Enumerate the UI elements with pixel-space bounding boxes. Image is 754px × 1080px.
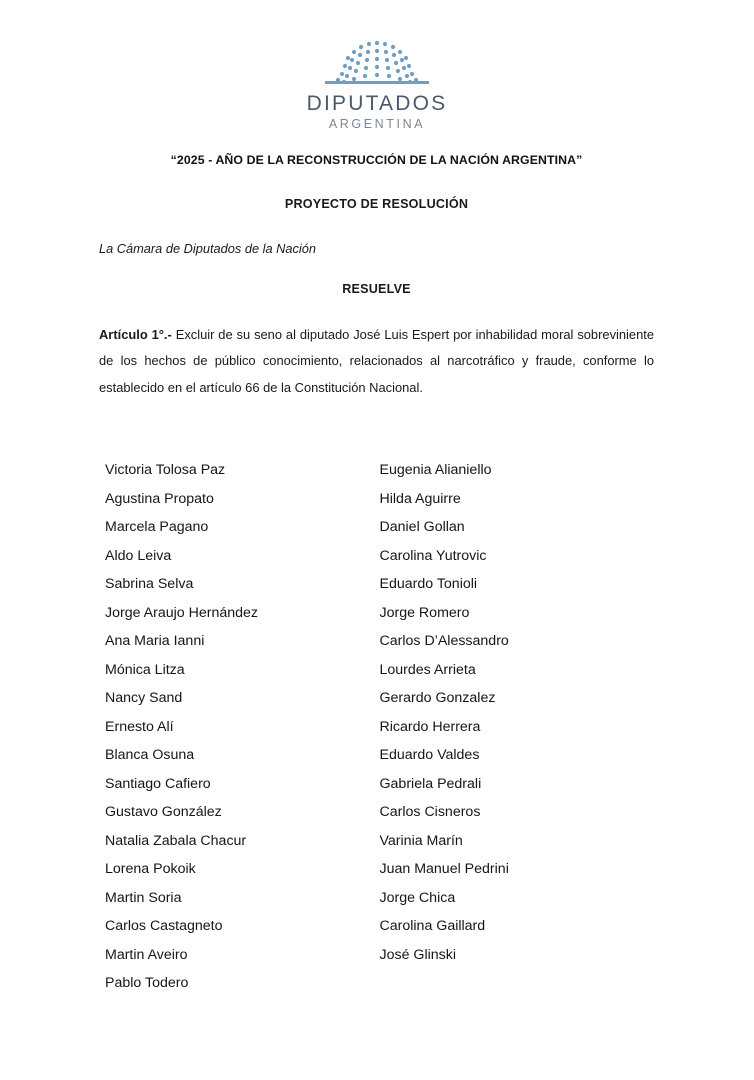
article-text: Excluir de su seno al diputado José Luis Espert por inhabilidad moral sobreviniente de los hechos de público conocimiento, relacionados al narcotráfico y fraude, conforme lo establecido en el artículo 66 de la Constitución Nacional. — [99, 327, 654, 395]
list-item: Aldo Leiva — [105, 547, 172, 564]
list-item: Natalia Zabala Chacur — [105, 832, 247, 849]
list-item: Marcela Pagano — [105, 519, 209, 536]
list-item: Carlos D’Alessandro — [379, 633, 509, 650]
list-item: Pablo Todero — [105, 975, 189, 992]
resolves-heading: RESUELVE — [342, 282, 411, 296]
list-item: Jorge Chica — [379, 889, 456, 906]
list-item: Eugenia Alianiello — [379, 462, 492, 479]
list-item: Carlos Castagneto — [105, 918, 223, 935]
list-item: Gustavo González — [105, 804, 222, 821]
list-item: Ana Maria Ianni — [105, 633, 205, 650]
logo-wordmark: DIPUTADOS — [306, 92, 448, 115]
year-motto: “2025 - AÑO DE LA RECONSTRUCCIÓN DE LA NACIÓN ARGENTINA” — [170, 153, 583, 167]
list-item: José Glinski — [379, 946, 456, 963]
signature-column-right — [380, 463, 655, 1005]
list-item: Gabriela Pedrali — [379, 775, 482, 792]
list-item: Jorge Romero — [379, 604, 470, 621]
list-item: Juan Manuel Pedrini — [379, 861, 509, 878]
list-item: Jorge Araujo Hernández — [105, 604, 259, 621]
list-item: Eduardo Tonioli — [379, 576, 478, 593]
list-item: Blanca Osuna — [105, 747, 195, 764]
fan-dome-icon — [317, 28, 437, 86]
list-item: Santiago Cafiero — [105, 775, 211, 792]
document-content — [0, 153, 754, 1005]
list-item: Carolina Yutrovic — [379, 547, 487, 564]
institutional-logo — [0, 0, 754, 131]
article-label: Artículo 1°.- — [99, 327, 172, 342]
signature-list — [99, 463, 654, 1005]
signature-column-left — [105, 463, 380, 1005]
list-item: Daniel Gollan — [379, 519, 465, 536]
list-item: Nancy Sand — [105, 690, 183, 707]
list-item: Agustina Propato — [105, 490, 214, 507]
list-item: Eduardo Valdes — [379, 747, 480, 764]
list-item: Sabrina Selva — [105, 576, 194, 593]
list-item: Martin Aveiro — [105, 946, 188, 963]
list-item: Carlos Cisneros — [379, 804, 481, 821]
logo-subtitle: ARGENTINA — [328, 117, 426, 131]
list-item: Mónica Litza — [105, 661, 185, 678]
chamber-line: La Cámara de Diputados de la Nación — [99, 241, 316, 256]
list-item: Victoria Tolosa Paz — [105, 462, 226, 479]
list-item: Martin Soria — [105, 889, 182, 906]
list-item: Varinia Marín — [379, 832, 463, 849]
list-item: Gerardo Gonzalez — [379, 690, 496, 707]
list-item: Ricardo Herrera — [379, 718, 481, 735]
list-item: Carolina Gaillard — [379, 918, 486, 935]
list-item: Lorena Pokoik — [105, 861, 196, 878]
list-item: Lourdes Arrieta — [379, 661, 476, 678]
list-item: Ernesto Alí — [105, 718, 174, 735]
page-title: PROYECTO DE RESOLUCIÓN — [284, 197, 469, 211]
list-item: Hilda Aguirre — [379, 490, 461, 507]
article-paragraph — [99, 322, 654, 401]
